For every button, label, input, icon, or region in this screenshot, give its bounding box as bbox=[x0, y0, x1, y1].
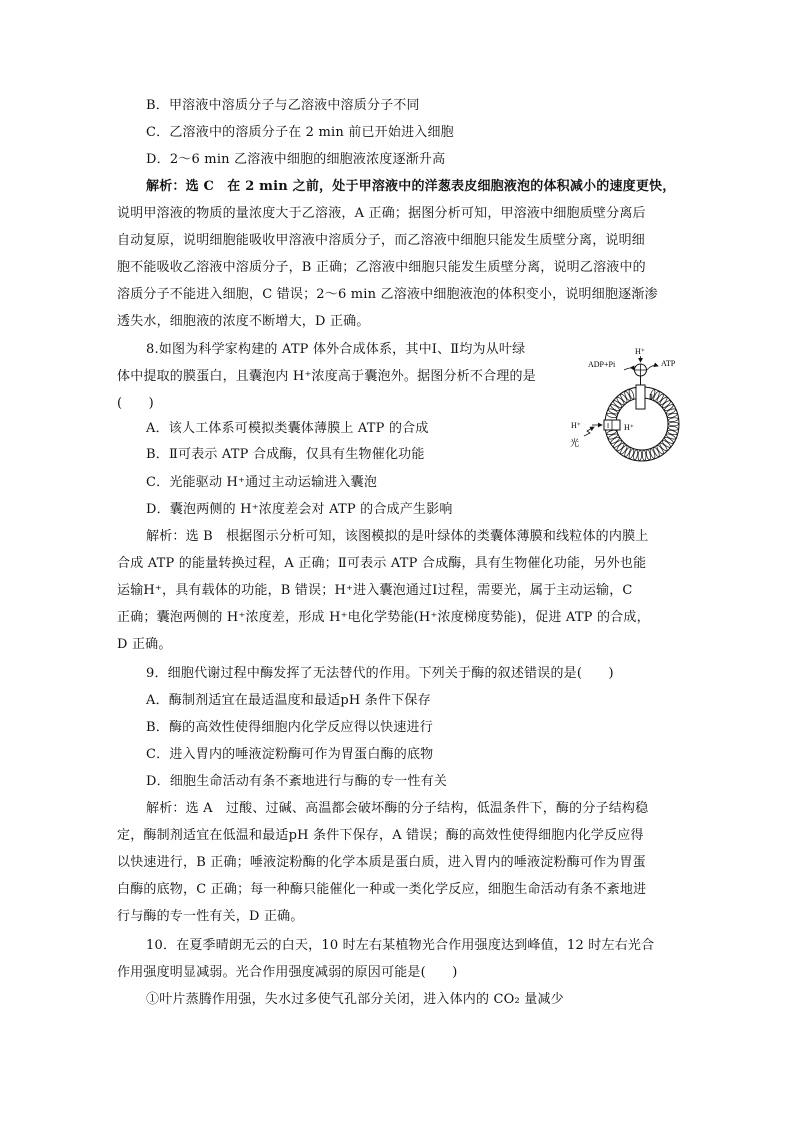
analysis-8-line: 正确；囊泡两侧的 H⁺浓度差，形成 H⁺电化学势能(H⁺浓度梯度势能)，促进 ATP 的合成， bbox=[117, 610, 650, 625]
light-arrow bbox=[584, 427, 594, 436]
question-10-item-1: ①叶片蒸腾作用强，失水过多使气孔部分关闭，进入体内的 CO₂ 量减少 bbox=[146, 992, 564, 1007]
h-left-label: H⁺ bbox=[571, 421, 581, 430]
membrane-coil bbox=[669, 422, 679, 426]
option-b-prev: B．甲溶液中溶质分子与乙溶液中溶质分子不同 bbox=[146, 98, 420, 113]
atp-arrow bbox=[647, 366, 658, 371]
analysis-9-line: 白酶的底物，C 正确；每一种酶只能催化一种或一类化学反应，细胞生命活动有条不紊地进 bbox=[117, 882, 647, 897]
analysis-9-line: 定，酶制剂适宜在低温和最适pH 条件下保存，A 错误；酶的高效性使得细胞内化学反应得 bbox=[117, 828, 644, 843]
adp-pi-label: ADP+Pi bbox=[588, 360, 616, 369]
question-10-stem: 10．在夏季晴朗无云的白天，10 时左右某植物光合作用强度达到峰值，12 时左右光合 bbox=[146, 938, 655, 953]
analysis-8-line: D 正确。 bbox=[117, 637, 172, 652]
atp-label: ATP bbox=[661, 359, 676, 368]
membrane-coil bbox=[606, 412, 617, 418]
question-9-option-b: B．酶的高效性使得细胞内化学反应得以快速进行 bbox=[146, 720, 433, 735]
analysis-9-line: 行与酶的专一性有关，D 正确。 bbox=[117, 909, 304, 924]
question-8-option-c: C．光能驱动 H⁺通过主动运输进入囊泡 bbox=[146, 475, 378, 490]
analysis-8-line: 运输H⁺，具有载体的功能，B 错误；H⁺进入囊泡通过Ⅰ过程，需要光，属于主动运输，C bbox=[117, 583, 633, 598]
option-c-prev: C．乙溶液中的溶质分子在 2 min 前已开始进入细胞 bbox=[146, 125, 454, 140]
option-d-prev: D．2～6 min 乙溶液中细胞的细胞液浓度逐渐升高 bbox=[146, 152, 446, 167]
question-8-option-b: B．Ⅱ可表示 ATP 合成酶，仅具有生物催化功能 bbox=[146, 447, 425, 462]
membrane-coil bbox=[638, 450, 642, 460]
h-top-label: H⁺ bbox=[635, 347, 645, 356]
analysis-8-line: 合成 ATP 的能量转换过程，A 正确；Ⅱ可表示 ATP 合成酶，具有生物催化功能，另外也能 bbox=[117, 556, 647, 571]
analysis-7-line: 说明甲溶液的物质的量浓度大于乙溶液，A 正确；据图分析可知，甲溶液中细胞质壁分离后 bbox=[117, 206, 646, 221]
question-8-option-d: D．囊泡两侧的 H⁺浓度差会对 ATP 的合成产生影响 bbox=[146, 502, 453, 517]
analysis-7-line: 溶质分子不能进入细胞，C 错误；2～6 min 乙溶液中细胞液泡的体积变小，说明细胞逐渐渗 bbox=[117, 287, 658, 302]
analysis-8-line: 解析：选 B 根据图示分析可知，该图模拟的是叶绿体的类囊体薄膜和线粒体的内膜上 bbox=[146, 529, 649, 544]
analysis-7-line: 自动复原，说明细胞能吸收甲溶液中溶质分子，而乙溶液中细胞只能发生质壁分离，说明细 bbox=[117, 233, 646, 248]
analysis-7-line: 胞不能吸收乙溶液中溶质分子，B 正确；乙溶液中细胞只能发生质壁分离，说明乙溶液中的 bbox=[117, 260, 646, 275]
question-8-stem: 8.如图为科学家构建的 ATP 体外合成体系，其中Ⅰ、Ⅱ均为从叶绿 bbox=[146, 342, 526, 357]
atp-vesicle-figure bbox=[566, 342, 692, 466]
h-inside-label: H⁺ bbox=[624, 423, 634, 432]
analysis-7-line: 解析：选 C 在 2 min 之前，处于甲溶液中的洋葱表皮细胞液泡的体积减小的速度更快， bbox=[146, 179, 676, 194]
question-8-option-a: A．该人工体系可模拟类囊体薄膜上 ATP 的合成 bbox=[146, 421, 429, 436]
protein-ii bbox=[635, 364, 647, 409]
analysis-9-line: 以快速进行，B 正确；唾液淀粉酶的化学本质是蛋白质，进入胃内的唾液淀粉酶可作为胃蛋 bbox=[117, 855, 646, 870]
membrane-coil bbox=[642, 450, 646, 460]
question-9-option-c: C．进入胃内的唾液淀粉酶可作为胃蛋白酶的底物 bbox=[146, 747, 434, 762]
question-9-stem: 9．细胞代谢过程中酶发挥了无法替代的作用。下列关于酶的叙述错误的是( ) bbox=[146, 666, 614, 681]
analysis-9-line: 解析：选 A 过酸、过碱、高温都会破坏酶的分子结构，低温条件下，酶的分子结构稳 bbox=[146, 801, 649, 816]
question-8-blank: ( ) bbox=[117, 396, 154, 411]
analysis-7-line: 透失水，细胞液的浓度不断增大，D 正确。 bbox=[117, 314, 370, 329]
question-10-stem: 作用强度明显减弱。光合作用强度减弱的原因可能是( ) bbox=[117, 965, 458, 980]
question-8-stem: 体中提取的膜蛋白，且囊泡内 H⁺浓度高于囊泡外。据图分析不合理的是 bbox=[117, 369, 536, 384]
question-9-option-a: A．酶制剂适宜在最适温度和最适pH 条件下保存 bbox=[146, 693, 431, 708]
label-i: Ⅰ bbox=[607, 422, 610, 430]
membrane-coil bbox=[628, 389, 635, 400]
light-label: 光 bbox=[570, 438, 580, 448]
question-9-option-d: D．细胞生命活动有条不紊地进行与酶的专一性有关 bbox=[146, 774, 448, 789]
adp-arrow bbox=[624, 368, 634, 370]
label-ii: Ⅱ bbox=[649, 393, 653, 402]
